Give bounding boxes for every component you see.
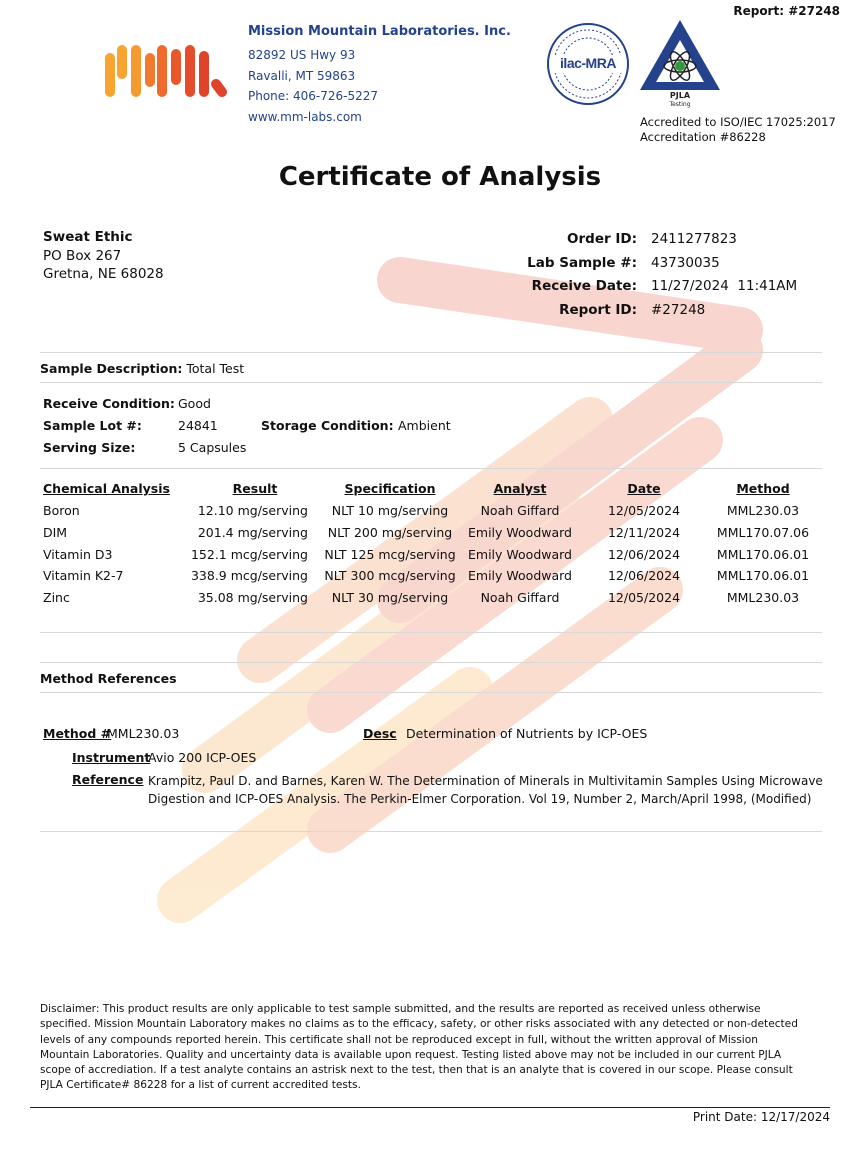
table-cell-result: 338.9 mcg/serving [190,568,308,583]
divider [40,831,822,832]
col-header-specification: Specification [344,481,436,496]
table-cell-date: 12/11/2024 [607,525,681,540]
lab-sample: 43730035 [651,254,720,271]
table-cell-analyte: Vitamin K2-7 [43,568,124,583]
table-cell-analyst: Noah Giffard [480,590,560,605]
divider [40,382,822,383]
table-cell-date: 12/06/2024 [607,568,681,583]
order-info [470,228,797,322]
client-name: Sweat Ethic [43,229,133,245]
order-id-label: Order ID: [567,231,637,247]
method-number-value: MML230.03 [107,726,180,741]
table-cell-analyte: Vitamin D3 [43,547,113,562]
sample-description [40,361,244,376]
client-line2: Gretna, NE 68028 [43,266,164,282]
lab-info [248,24,511,127]
lab-website[interactable]: www.mm-labs.com [248,109,362,124]
table-cell-analyte: DIM [43,525,68,540]
instrument-label: Instrument [72,750,151,765]
serving-size-value: 5 Capsules [178,440,247,455]
lab-name: Mission Mountain Laboratories. Inc. [248,24,511,39]
receive-condition-label: Receive Condition: [43,396,175,411]
pjla-label: PJLA [669,91,691,100]
lab-phone: Phone: 406-726-5227 [248,89,379,103]
divider [40,662,822,663]
method-number-label: Method # [43,726,112,741]
col-header-date: Date [627,481,661,496]
col-header-result: Result [232,481,278,496]
table-cell-specification: NLT 30 mg/serving [331,590,449,605]
table-cell-method: MML170.07.06 [716,525,810,540]
table-cell-method: MML230.03 [726,503,800,518]
table-cell-date: 12/06/2024 [607,547,681,562]
sample-description-label: Sample Description: [40,361,183,376]
table-cell-specification: NLT 200 mg/serving [327,525,453,540]
divider [40,692,822,693]
table-cell-analyst: Noah Giffard [480,503,560,518]
footer-rule [30,1107,830,1108]
receive-condition-value: Good [178,396,211,411]
pjla-logo [638,18,722,112]
receive-date-label: Receive Date: [531,278,637,294]
table-cell-analyte: Boron [43,503,80,518]
client-address [43,228,164,284]
table-cell-analyte: Zinc [43,590,70,605]
page-title: Certificate of Analysis [278,162,602,192]
instrument-value: Avio 200 ICP-OES [148,750,257,765]
disclaimer-line: Mountain Laboratories. Quality and uncertainty data is available upon request. Testing listed above may not be included in our current PJLA [40,1048,782,1061]
disclaimer-line: specified. Mission Mountain Laboratory makes no claims as to the efficacy, safety, or other risks associated with any detected or non-detected [40,1018,798,1031]
print-date: Print Date: 12/17/2024 [692,1110,830,1124]
col-header-method: Method [736,481,790,496]
table-cell-method: MML170.06.01 [716,547,810,562]
report-id: #27248 [651,301,706,318]
disclaimer [40,1002,840,1094]
ilac-label: ilac-MRA [560,55,616,71]
table-cell-analyst: Emily Woodward [468,547,572,562]
table-cell-result: 12.10 mg/serving [197,503,308,518]
accreditation-line2: Accreditation #86228 [640,130,766,144]
serving-size-label: Serving Size: [43,440,136,455]
sample-description-value: Total Test [186,361,245,376]
lab-sample-label: Lab Sample #: [527,254,637,271]
table-cell-result: 35.08 mg/serving [197,590,308,605]
reference-value [148,772,828,808]
divider [40,352,822,353]
col-header-chemical-analysis: Chemical Analysis [43,481,170,496]
table-cell-method: MML230.03 [726,590,800,605]
disclaimer-line: levels of any compounds reported herein. This certificate shall not be reproduced except in full, without the written approval of Mission [40,1033,758,1046]
method-desc-label: Desc [363,726,397,741]
table-cell-result: 201.4 mg/serving [197,525,308,540]
lab-address1: 82892 US Hwy 93 [248,48,356,62]
col-header-analyst: Analyst [493,481,547,496]
storage-condition-value: Ambient [398,418,451,433]
order-id: 2411277823 [651,231,737,247]
mml-logo [104,44,230,100]
report-id-label: Report ID: [559,301,637,318]
receive-date: 11/27/2024 11:41AM [651,278,798,294]
method-references-heading: Method References [40,671,177,686]
pjla-sublabel: Testing [669,101,691,108]
table-cell-date: 12/05/2024 [607,503,681,518]
sample-lot-value: 24841 [178,418,218,433]
reference-label: Reference [72,772,144,787]
client-line1: PO Box 267 [43,247,122,264]
accreditation-line1: Accredited to ISO/IEC 17025:2017 [640,115,836,129]
table-cell-specification: NLT 125 mcg/serving [324,547,456,562]
disclaimer-line: Disclaimer: This product results are only applicable to test sample submitted, and the results are reported as received unless otherwise [40,1003,761,1015]
table-cell-method: MML170.06.01 [716,568,810,583]
table-cell-result: 152.1 mcg/serving [190,547,308,562]
divider [40,468,822,469]
disclaimer-line: PJLA Certificate# 86228 for a list of current accredited tests. [40,1079,361,1092]
report-number: Report: #27248 [733,4,840,18]
ilac-mra-seal [546,22,630,106]
method-desc-value: Determination of Nutrients by ICP-OES [406,726,648,741]
table-cell-specification: NLT 300 mcg/serving [324,568,456,583]
sample-lot-label: Sample Lot #: [43,418,142,433]
table-cell-analyst: Emily Woodward [468,525,572,540]
table-cell-specification: NLT 10 mg/serving [331,503,449,518]
lab-address2: Ravalli, MT 59863 [248,68,356,83]
reference-line2: Digestion and ICP-OES Analysis. The Perkin-Elmer Corporation. Vol 19, Number 2, March/April 1998, (Modified) [148,792,812,806]
reference-line1: Krampitz, Paul D. and Barnes, Karen W. The Determination of Minerals in Multivitamin Samples Using Microwave [148,774,823,788]
divider [40,632,822,633]
storage-condition-label: Storage Condition: [261,418,394,433]
table-cell-date: 12/05/2024 [607,590,681,605]
disclaimer-line: scope of accrediation. If a test analyte contains an astrisk next to the test, then that is an analyte that is covered in our scope. Please consult [40,1064,793,1077]
table-cell-analyst: Emily Woodward [468,568,572,583]
accreditation-text [640,115,836,145]
